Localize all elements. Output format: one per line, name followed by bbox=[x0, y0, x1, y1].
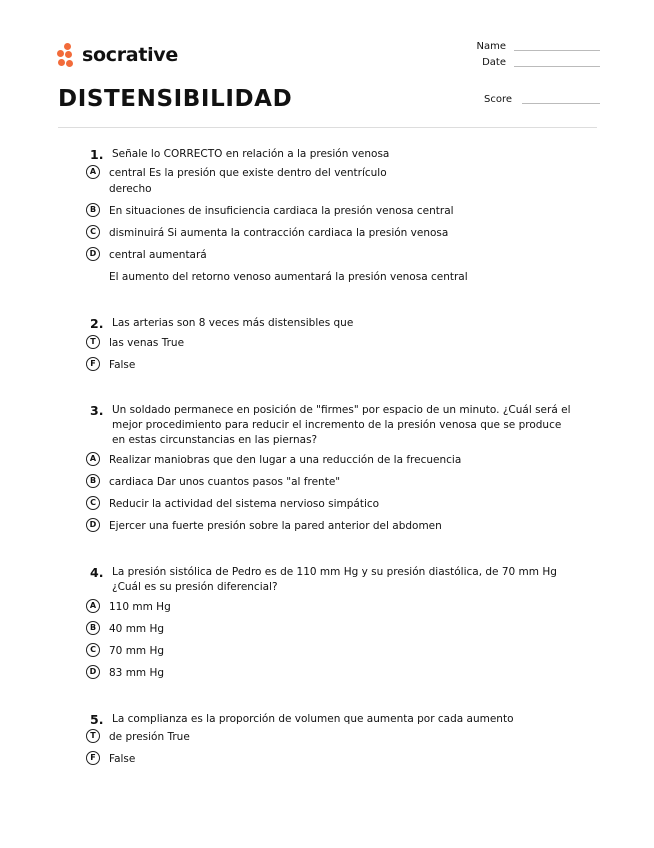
option-text: False bbox=[109, 753, 136, 765]
answer-bubble[interactable]: T bbox=[86, 729, 100, 743]
question-number: 3. bbox=[90, 403, 104, 418]
question-text: Las arterias son 8 veces más distensibles que bbox=[112, 317, 354, 329]
option-b[interactable] bbox=[86, 474, 576, 490]
option-false[interactable] bbox=[86, 751, 576, 767]
answer-bubble[interactable]: A bbox=[86, 599, 100, 613]
socrative-logo bbox=[57, 41, 178, 69]
question-4 bbox=[86, 565, 576, 681]
question-2 bbox=[86, 316, 576, 373]
option-text: de presión True bbox=[109, 731, 190, 743]
answer-bubble[interactable]: C bbox=[86, 496, 100, 510]
option-text: las venas True bbox=[109, 337, 185, 349]
option-text: 110 mm Hg bbox=[109, 601, 171, 613]
option-text: Ejercer una fuerte presión sobre la pared anterior del abdomen bbox=[109, 520, 442, 532]
question-text: La complianza es la proporción de volumen que aumenta por cada aumento bbox=[112, 713, 514, 725]
option-d[interactable] bbox=[86, 518, 576, 534]
name-field bbox=[476, 41, 600, 52]
option-text: Realizar maniobras que den lugar a una reducción de la frecuencia bbox=[109, 454, 462, 466]
option-text: disminuirá Si aumenta la contracción cardiaca la presión venosa bbox=[109, 227, 449, 239]
answer-bubble[interactable]: D bbox=[86, 665, 100, 679]
date-label: Date bbox=[482, 57, 506, 68]
answer-bubble[interactable]: D bbox=[86, 247, 100, 261]
question-1 bbox=[86, 147, 576, 285]
answer-bubble[interactable]: D bbox=[86, 518, 100, 532]
option-text: Reducir la actividad del sistema nervioso simpático bbox=[109, 498, 380, 510]
option-text: cardiaca Dar unos cuantos pasos "al frente" bbox=[109, 476, 341, 488]
option-text: 40 mm Hg bbox=[109, 623, 165, 635]
name-line bbox=[514, 42, 600, 51]
question-text: La presión sistólica de Pedro es de 110 mm Hg y su presión diastólica, de 70 mm Hg ¿Cuál es su presión diferencial? bbox=[112, 566, 557, 593]
option-text: 83 mm Hg bbox=[109, 667, 165, 679]
option-b[interactable] bbox=[86, 203, 576, 219]
question-text: Un soldado permanece en posición de "firmes" por espacio de un minuto. ¿Cuál será el mejor procedimiento para reducir el incremento de la presión venosa que se produce en estas circunstancias en las piernas? bbox=[112, 404, 571, 446]
option-text: central aumentará bbox=[109, 249, 207, 261]
option-d[interactable] bbox=[86, 665, 576, 681]
date-line bbox=[514, 58, 600, 67]
option-text: En situaciones de insuficiencia cardiaca la presión venosa central bbox=[109, 205, 454, 217]
option-b[interactable] bbox=[86, 621, 576, 637]
option-c[interactable] bbox=[86, 496, 576, 512]
answer-bubble[interactable]: A bbox=[86, 165, 100, 179]
option-a[interactable] bbox=[86, 599, 576, 615]
answer-bubble[interactable]: F bbox=[86, 751, 100, 765]
answer-bubble[interactable]: B bbox=[86, 621, 100, 635]
answer-bubble[interactable]: B bbox=[86, 474, 100, 488]
option-c[interactable] bbox=[86, 225, 576, 241]
answer-bubble[interactable]: T bbox=[86, 335, 100, 349]
option-text: False bbox=[109, 359, 136, 371]
option-true[interactable] bbox=[86, 729, 576, 745]
option-a[interactable] bbox=[86, 452, 576, 468]
answer-bubble[interactable]: A bbox=[86, 452, 100, 466]
question-number: 1. bbox=[90, 147, 104, 162]
page-title: DISTENSIBILIDAD bbox=[58, 86, 293, 112]
question-number: 2. bbox=[90, 316, 104, 331]
option-extra-text: El aumento del retorno venoso aumentará la presión venosa central bbox=[109, 271, 468, 283]
question-number: 4. bbox=[90, 565, 104, 580]
question-3 bbox=[86, 403, 576, 534]
score-field bbox=[484, 94, 600, 105]
answer-bubble[interactable]: C bbox=[86, 225, 100, 239]
answer-bubble[interactable]: C bbox=[86, 643, 100, 657]
date-field bbox=[482, 57, 600, 68]
option-d[interactable] bbox=[86, 247, 576, 263]
score-label: Score bbox=[483, 94, 512, 105]
answer-bubble[interactable]: B bbox=[86, 203, 100, 217]
question-5 bbox=[86, 712, 576, 767]
score-line bbox=[522, 95, 600, 104]
option-text: 70 mm Hg bbox=[109, 645, 165, 657]
option-c[interactable] bbox=[86, 643, 576, 659]
question-number: 5. bbox=[90, 712, 104, 727]
question-text: Señale lo CORRECTO en relación a la presión venosa bbox=[112, 148, 390, 160]
option-a[interactable] bbox=[86, 165, 576, 197]
socrative-logo-icon bbox=[57, 42, 79, 68]
option-true[interactable] bbox=[86, 335, 576, 351]
name-label: Name bbox=[476, 41, 506, 52]
option-false[interactable] bbox=[86, 357, 576, 373]
divider bbox=[58, 127, 597, 128]
answer-bubble[interactable]: F bbox=[86, 357, 100, 371]
option-text: central Es la presión que existe dentro del ventrículo derecho bbox=[109, 167, 387, 195]
brand-name: socrative bbox=[82, 44, 178, 66]
